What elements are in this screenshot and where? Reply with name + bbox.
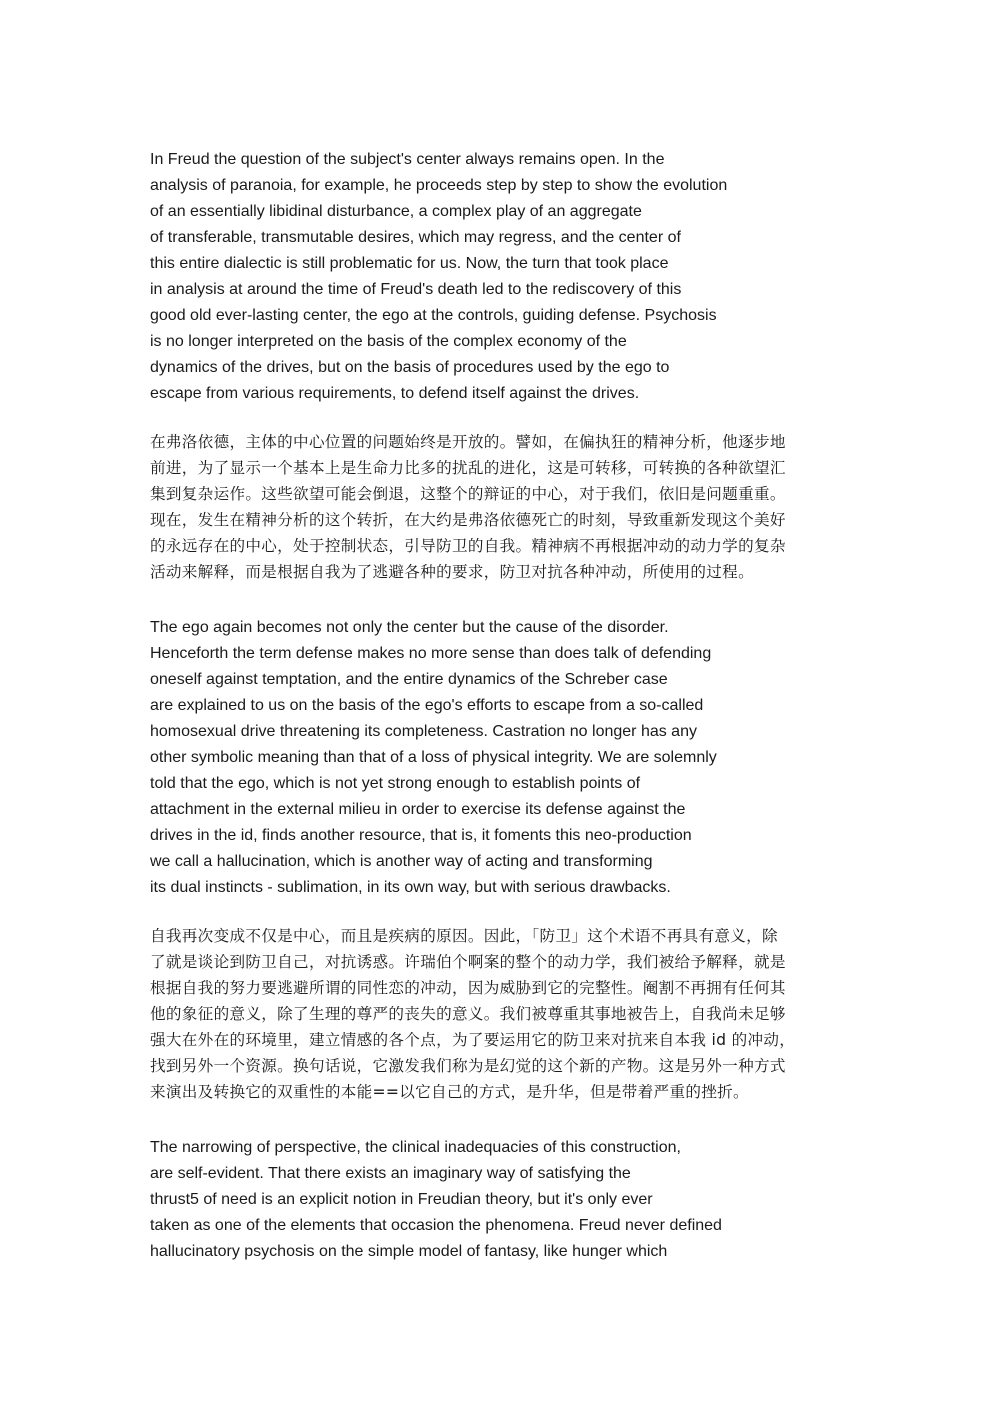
text-line: 集到复杂运作。这些欲望可能会倒退，这整个的辩证的中心，对于我们，依旧是问题重重。 <box>150 485 786 503</box>
text-line: told that the ego, which is not yet strong enough to establish points of <box>150 775 641 792</box>
text-line: hallucinatory psychosis on the simple model of fantasy, like hunger which <box>150 1243 668 1260</box>
text-line: we call a hallucination, which is another way of acting and transforming <box>150 853 653 870</box>
paragraph-chinese-2 <box>150 923 795 1105</box>
text-line: 强大在外在的环境里，建立情感的各个点，为了要运用它的防卫来对抗来自本我 id 的冲动， <box>150 1031 796 1049</box>
text-line: 自我再次变成不仅是中心，而且是疾病的原因。因此，「防卫」这个术语不再具有意义，除 <box>150 927 778 945</box>
text-line: The ego again becomes not only the center but the cause of the disorder. <box>150 619 669 636</box>
text-line: 找到另外一个资源。换句话说，它激发我们称为是幻觉的这个新的产物。这是另外一种方式 <box>150 1057 786 1075</box>
text-line: drives in the id, finds another resource, that is, it foments this neo-production <box>150 827 692 844</box>
text-line: 在弗洛依德，主体的中心位置的问题始终是开放的。譬如，在偏执狂的精神分析，他逐步地 <box>150 433 786 451</box>
text-line: 了就是谈论到防卫自己，对抗诱惑。许瑞伯个啊案的整个的动力学，我们被给予解释，就是 <box>150 953 786 971</box>
text-line: In Freud the question of the subject's center always remains open. In the <box>150 151 665 168</box>
text-line: 现在，发生在精神分析的这个转折，在大约是弗洛依德死亡的时刻，导致重新发现这个美好 <box>150 511 786 529</box>
text-line: The narrowing of perspective, the clinical inadequacies of this construction, <box>150 1139 681 1156</box>
text-line: dynamics of the drives, but on the basis of procedures used by the ego to <box>150 359 670 376</box>
paragraph-chinese-1 <box>150 429 786 585</box>
text-line: taken as one of the elements that occasion the phenomena. Freud never defined <box>150 1217 722 1234</box>
text-line: 活动来解释，而是根据自我为了逃避各种的要求，防卫对抗各种冲动，所使用的过程。 <box>150 563 754 581</box>
text-line: its dual instincts - sublimation, in its own way, but with serious drawbacks. <box>150 879 671 896</box>
text-line: 根据自我的努力要逃避所谓的同性恋的冲动，因为威胁到它的完整性。阉割不再拥有任何其 <box>150 979 786 997</box>
text-line: 来演出及转换它的双重性的本能==以它自己的方式，是升华，但是带着严重的挫折。 <box>150 1083 749 1101</box>
text-line: other symbolic meaning than that of a loss of physical integrity. We are solemnly <box>150 749 717 766</box>
paragraph-english-3 <box>150 1135 722 1265</box>
text-line: attachment in the external milieu in order to exercise its defense against the <box>150 801 686 818</box>
text-line: analysis of paranoia, for example, he proceeds step by step to show the evolution <box>150 177 728 194</box>
paragraph-english-1 <box>150 147 727 407</box>
text-line: in analysis at around the time of Freud's death led to the rediscovery of this <box>150 281 682 298</box>
paragraph-english-2 <box>150 615 717 901</box>
text-line: good old ever-lasting center, the ego at the controls, guiding defense. Psychosis <box>150 307 717 324</box>
text-line: 的永远存在的中心，处于控制状态，引导防卫的自我。精神病不再根据冲动的动力学的复杂 <box>150 537 786 555</box>
text-line: 前进，为了显示一个基本上是生命力比多的扰乱的进化，这是可转移，可转换的各种欲望汇 <box>150 459 786 477</box>
text-line: homosexual drive threatening its completeness. Castration no longer has any <box>150 723 697 740</box>
text-line: 他的象征的意义，除了生理的尊严的丧失的意义。我们被尊重其事地被告上，自我尚未足够 <box>150 1005 786 1023</box>
text-line: are self-evident. That there exists an imaginary way of satisfying the <box>150 1165 631 1182</box>
text-line: Henceforth the term defense makes no more sense than does talk of defending <box>150 645 712 662</box>
text-line: this entire dialectic is still problematic for us. Now, the turn that took place <box>150 255 669 272</box>
text-line: thrust5 of need is an explicit notion in Freudian theory, but it's only ever <box>150 1191 653 1208</box>
text-line: oneself against temptation, and the entire dynamics of the Schreber case <box>150 671 668 688</box>
text-line: of transferable, transmutable desires, which may regress, and the center of <box>150 229 681 246</box>
text-line: are explained to us on the basis of the ego's efforts to escape from a so-called <box>150 697 704 714</box>
text-line: of an essentially libidinal disturbance, a complex play of an aggregate <box>150 203 642 220</box>
text-line: is no longer interpreted on the basis of the complex economy of the <box>150 333 627 350</box>
text-line: escape from various requirements, to defend itself against the drives. <box>150 385 640 402</box>
